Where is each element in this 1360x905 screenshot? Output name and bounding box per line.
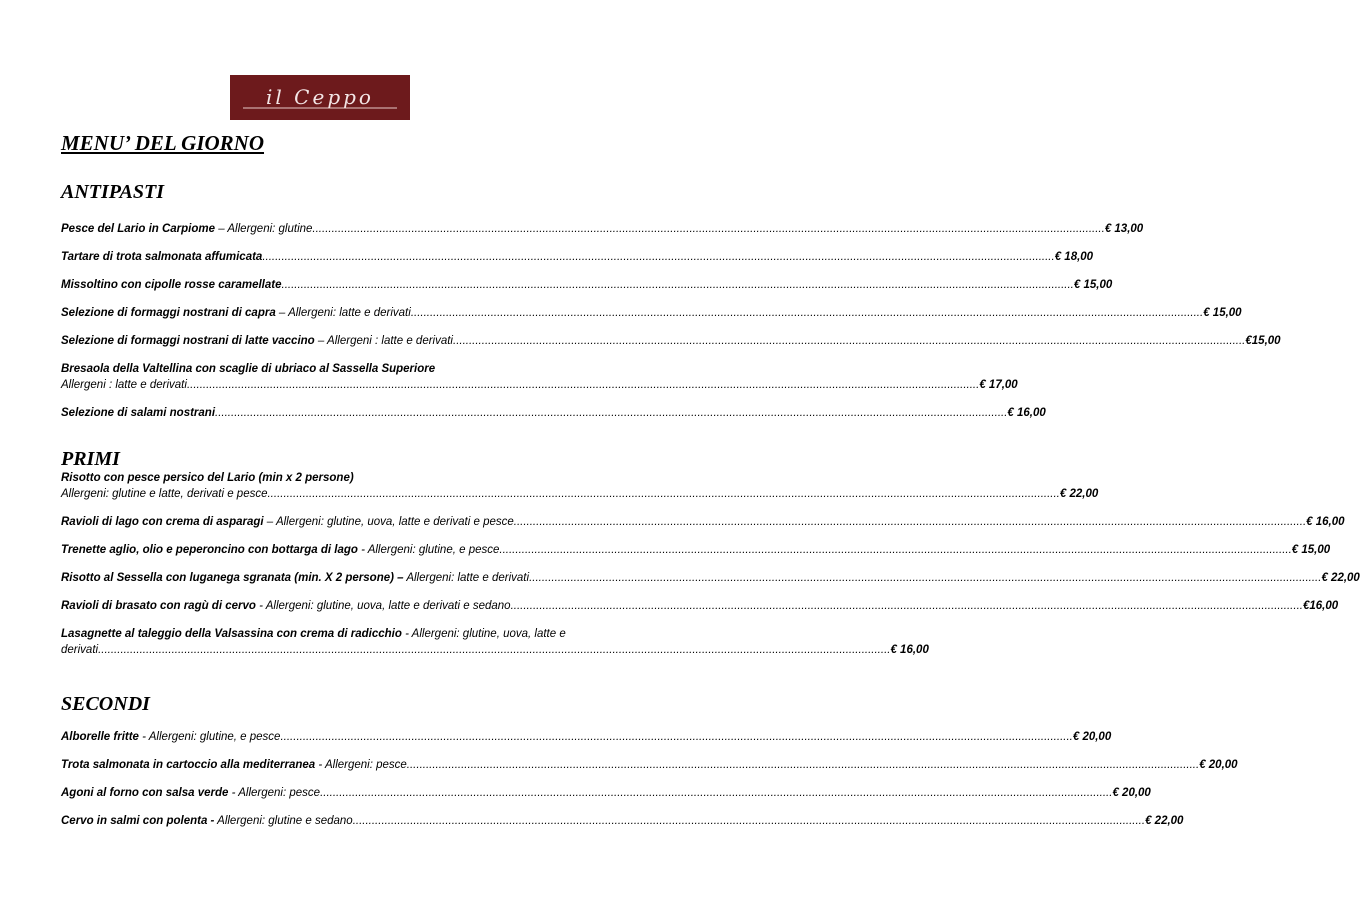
menu-item: Risotto con pesce persico del Lario (min x 2 persone) Allergeni: glutine e latte, derivati e pesce ..... € 22,00 <box>61 470 578 502</box>
item-price: € 22,00 <box>1321 572 1360 584</box>
item-price: €16,00 <box>1302 600 1339 612</box>
menu-item: Trenette aglio, olio e peperoncino con bottarga di lago - Allergeni: glutine, e pesce ..... € 15,00 <box>61 542 578 558</box>
item-price: € 15,00 <box>1291 544 1331 556</box>
item-price: € 15,00 <box>1073 279 1113 291</box>
restaurant-logo <box>230 75 410 120</box>
menu-item: Pesce del Lario in Carpiome – Allergeni: glutine ..... € 13,00 <box>61 221 578 237</box>
item-price: € 16,00 <box>1306 516 1345 528</box>
menu-item: Risotto al Sessella con luganega sgranata (min. X 2 persone) – Allergeni: latte e derivati ..... € 22,00 <box>61 570 578 586</box>
item-price: €15,00 <box>1245 335 1281 347</box>
menu-item: Selezione di formaggi nostrani di capra – Allergeni: latte e derivati ..... € 15,00 <box>61 305 578 321</box>
item-price: € 20,00 <box>1199 759 1238 771</box>
logo-text: il Ceppo <box>266 84 374 109</box>
item-price: € 20,00 <box>1072 731 1112 743</box>
menu-item: Tartare di trota salmonata affumicata ..... € 18,00 <box>61 249 578 265</box>
item-price: € 16,00 <box>1007 407 1046 419</box>
item-price: € 15,00 <box>1203 307 1242 319</box>
menu-item: Alborelle fritte - Allergeni: glutine, e pesce ..... € 20,00 <box>61 729 578 745</box>
menu-item: Trota salmonata in cartoccio alla mediterranea - Allergeni: pesce ..... € 20,00 <box>61 757 578 773</box>
menu-item: Selezione di formaggi nostrani di latte vaccino – Allergeni : latte e derivati ..... €15,00 <box>61 333 578 349</box>
item-price: € 20,00 <box>1112 787 1151 799</box>
menu-item: Cervo in salmi con polenta - Allergeni: glutine e sedano ..... € 22,00 <box>61 813 578 829</box>
section-title-secondi: SECONDI <box>61 693 150 715</box>
section-title-antipasti: ANTIPASTI <box>61 181 164 203</box>
menu-item: Ravioli di brasato con ragù di cervo - Allergeni: glutine, uova, latte e derivati e sedano ..... €16,00 <box>61 598 578 614</box>
section-title-primi: PRIMI <box>61 448 120 470</box>
item-price: € 22,00 <box>1145 815 1184 827</box>
menu-item: Ravioli di lago con crema di asparagi – Allergeni: glutine, uova, latte e derivati e pesce ..... € 16,00 <box>61 514 578 530</box>
logo-script-icon <box>235 81 405 115</box>
menu-item: Missoltino con cipolle rosse caramellate ..... € 15,00 <box>61 277 578 293</box>
item-price: € 16,00 <box>890 644 929 656</box>
item-price: € 18,00 <box>1054 251 1094 263</box>
menu-item: Selezione di salami nostrani ..... € 16,00 <box>61 405 578 421</box>
item-price: € 17,00 <box>979 379 1018 391</box>
menu-item: Bresaola della Valtellina con scaglie di ubriaco al Sassella Superiore Allergeni : latte e derivati ..... € 17,00 <box>61 361 578 393</box>
menu-item: Lasagnette al taleggio della Valsassina con crema di radicchio - Allergeni: glutine, uova, latte e derivati ..... € 16,00 <box>61 626 578 658</box>
item-price: € 13,00 <box>1104 223 1144 235</box>
menu-item: Agoni al forno con salsa verde - Allergeni: pesce ..... € 20,00 <box>61 785 578 801</box>
page-title: MENU’ DEL GIORNO <box>61 131 265 155</box>
item-price: € 22,00 <box>1059 488 1099 500</box>
